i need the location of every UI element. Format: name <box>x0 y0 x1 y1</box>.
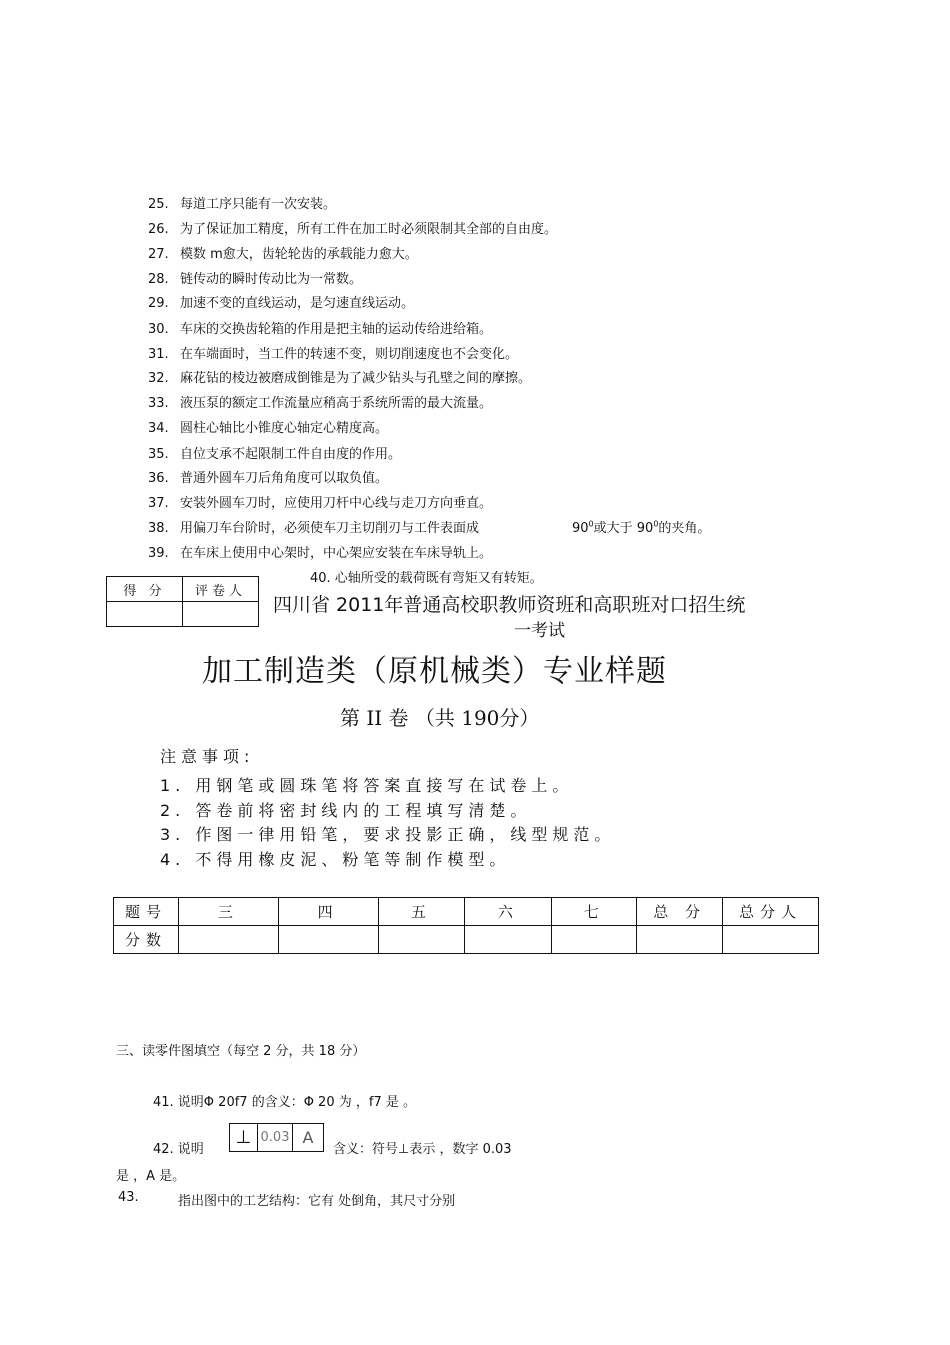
question-42-prefix: 42. 说明 <box>153 1142 204 1157</box>
question-30: 30. 车床的交换齿轮箱的作用是把主轴的运动传给进给箱。 <box>148 322 493 337</box>
score-table <box>113 897 819 954</box>
exam-title-line1: 四川省 2011年普通高校职教师资班和高职班对口招生统 <box>273 594 746 616</box>
header-cell: 四 <box>278 898 378 926</box>
question-33: 33. 液压泵的额定工作流量应稍高于系统所需的最大流量。 <box>148 396 493 411</box>
question-31: 31. 在车端面时，当工件的转速不变，则切削速度也不会变化。 <box>148 347 519 362</box>
exam-title-line2: 一考试 <box>514 621 565 641</box>
notice-heading: 注意事项: <box>160 747 255 766</box>
tolerance-value: 0.03 <box>258 1124 293 1151</box>
exam-main-title: 加工制造类（原机械类）专业样题 <box>202 654 667 689</box>
score-table-row <box>114 926 819 954</box>
score-table-header <box>114 898 819 926</box>
tolerance-frame <box>229 1123 324 1152</box>
header-cell: 三 <box>178 898 278 926</box>
score-input-cell[interactable] <box>637 926 723 954</box>
question-43-text: 指出图中的工艺结构：它有 处倒角，其尺寸分别 <box>178 1194 456 1209</box>
question-34: 34. 圆柱心轴比小锥度心轴定心精度高。 <box>148 421 389 436</box>
score-input-cell[interactable] <box>178 926 278 954</box>
question-36: 36. 普通外圆车刀后角角度可以取负值。 <box>148 471 389 486</box>
score-input-cell[interactable] <box>552 926 637 954</box>
question-27: 27. 模数 m愈大，齿轮轮齿的承载能力愈大。 <box>148 247 418 262</box>
notice-item-4: 4. 不得用橡皮泥、粉笔等制作模型。 <box>160 850 511 869</box>
question-39: 39. 在车床上使用中心架时，中心架应安装在车床导轨上。 <box>148 546 493 561</box>
score-cell[interactable] <box>107 602 183 627</box>
score-input-cell[interactable] <box>723 926 819 954</box>
question-25: 25. 每道工序只能有一次安装。 <box>148 197 337 212</box>
exam-sub-title: 第 II 卷 （共 190分） <box>340 706 540 730</box>
score-input-cell[interactable] <box>378 926 465 954</box>
datum-letter: A <box>302 1128 314 1147</box>
question-42-suffix: 含义：符号⊥表示 ，数字 0.03 <box>333 1142 512 1157</box>
section-3-heading: 三、读零件图填空（每空 2 分，共 18 分） <box>116 1044 366 1059</box>
grader-label: 评卷人 <box>183 577 259 602</box>
question-26: 26. 为了保证加工精度，所有工件在加工时必须限制其全部的自由度。 <box>148 222 558 237</box>
header-cell: 题号 <box>114 898 179 926</box>
perpendicularity-icon: ⊥ <box>230 1124 258 1151</box>
question-40: 40. 心轴所受的载荷既有弯矩又有转矩。 <box>310 571 543 586</box>
grader-box <box>106 576 259 627</box>
header-cell: 总分人 <box>723 898 819 926</box>
score-label: 得 分 <box>107 577 183 602</box>
header-cell: 五 <box>378 898 465 926</box>
header-cell: 七 <box>552 898 637 926</box>
question-42-line2: 是 ，A 是。 <box>116 1169 186 1184</box>
row-label: 分数 <box>114 926 179 954</box>
notice-item-2: 2. 答卷前将密封线内的工程填写清楚。 <box>160 801 532 820</box>
question-35: 35. 自位支承不起限制工件自由度的作用。 <box>148 447 402 462</box>
notice-item-3: 3. 作图一律用铅笔，要求投影正确，线型规范。 <box>160 825 616 844</box>
header-cell: 六 <box>465 898 552 926</box>
question-32: 32. 麻花钻的棱边被磨成倒锥是为了减少钻头与孔壁之间的摩擦。 <box>148 371 532 386</box>
question-37: 37. 安装外圆车刀时，应使用刀杆中心线与走刀方向垂直。 <box>148 496 493 511</box>
question-29: 29. 加速不变的直线运动，是匀速直线运动。 <box>148 296 415 311</box>
score-input-cell[interactable] <box>278 926 378 954</box>
header-cell: 总 分 <box>637 898 723 926</box>
question-43-number: 43. <box>118 1190 139 1205</box>
question-38-angle: $90^0$或大于 $90^0$的夹角。 <box>572 519 711 536</box>
question-41: 41. 说明Φ 20f7 的含义：Φ 20 为 ，f7 是 。 <box>153 1095 416 1110</box>
notice-item-1: 1. 用钢笔或圆珠笔将答案直接写在试卷上。 <box>160 776 574 795</box>
score-input-cell[interactable] <box>465 926 552 954</box>
question-28: 28. 链传动的瞬时传动比为一常数。 <box>148 272 363 287</box>
question-38: 38. 用偏刀车台阶时，必须使车刀主切削刃与工件表面成 <box>148 521 480 536</box>
grader-cell[interactable] <box>183 602 259 627</box>
